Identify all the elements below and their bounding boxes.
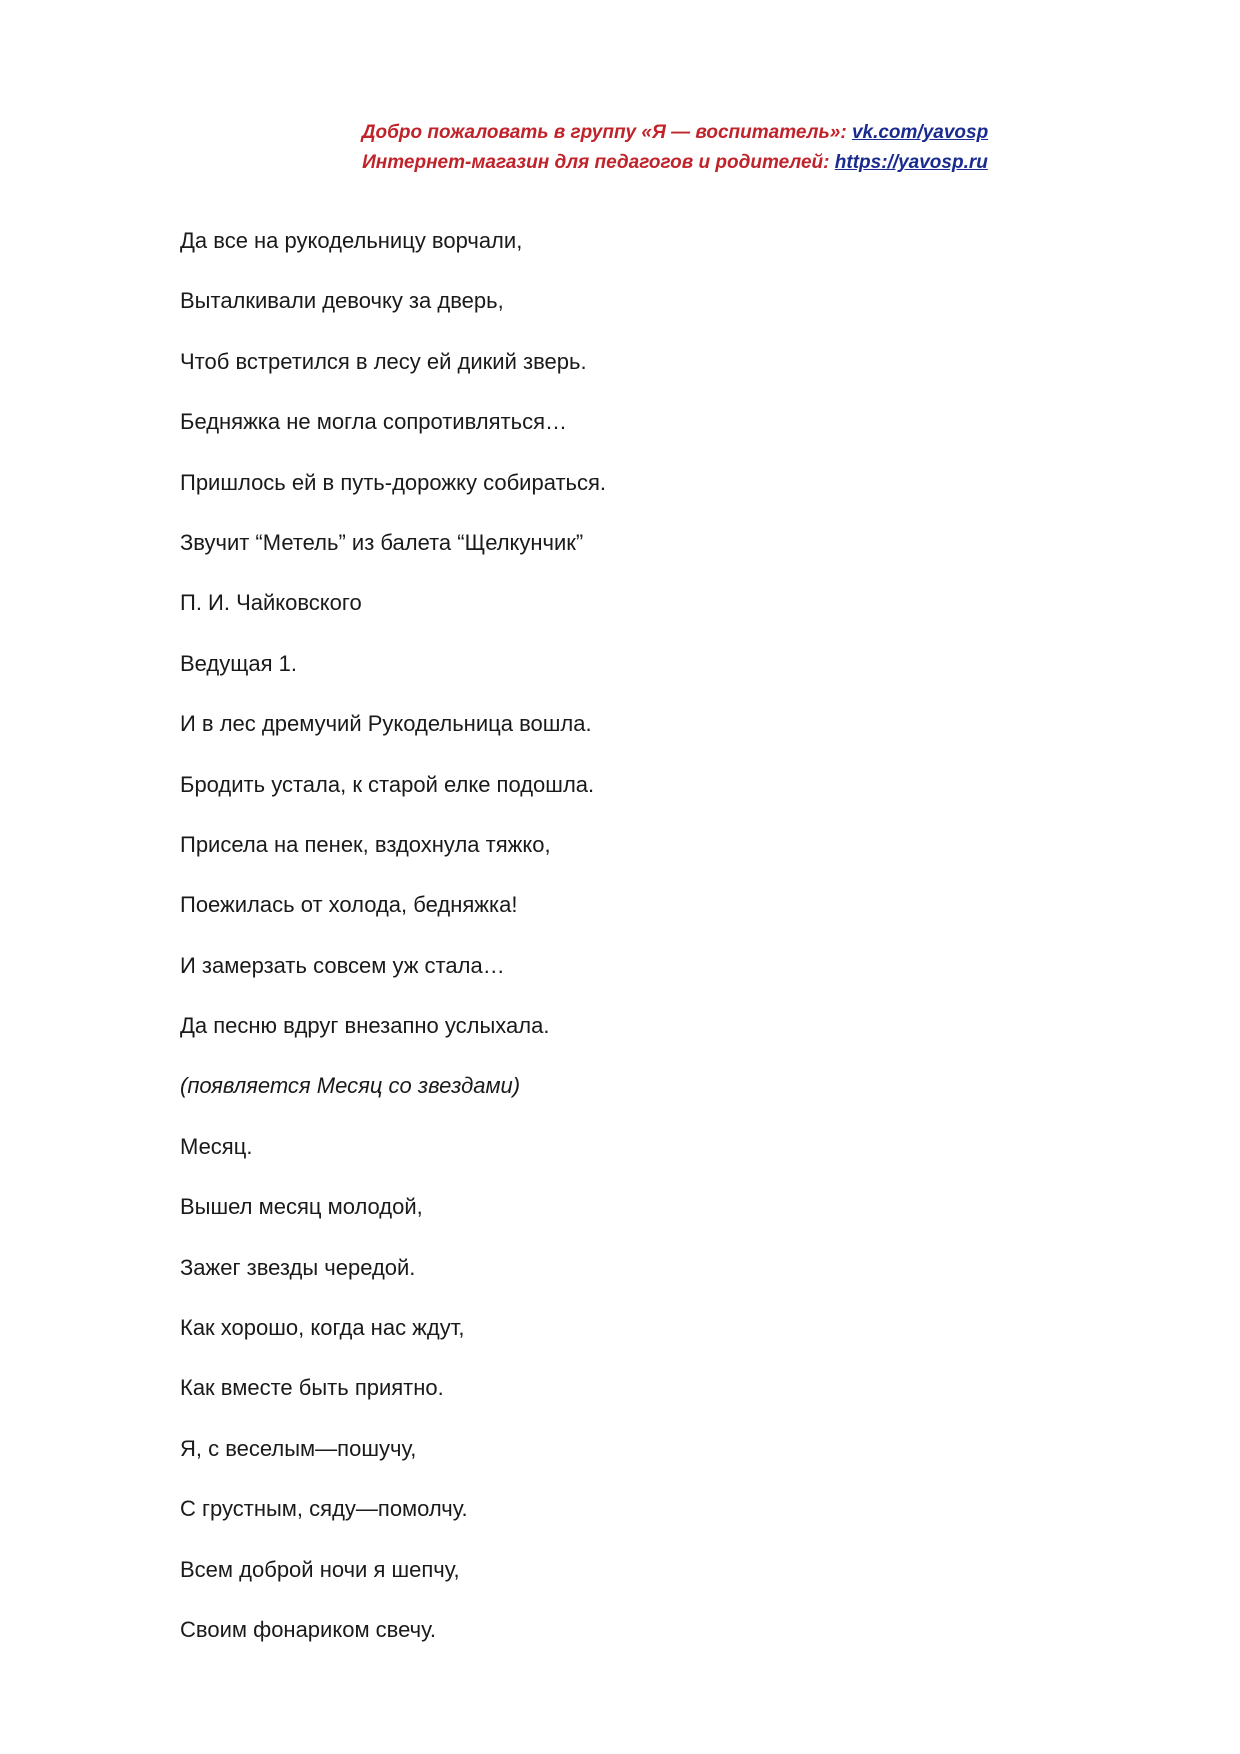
- text-line: Своим фонариком свечу.: [180, 1616, 436, 1642]
- text-line: И замерзать совсем уж стала…: [180, 952, 505, 978]
- page-header: [0, 118, 1240, 178]
- document-body: [180, 226, 1080, 1675]
- text-line: Ведущая 1.: [180, 650, 297, 676]
- text-line: Как вместе быть приятно.: [180, 1375, 444, 1401]
- text-line: Зажег звезды чередой.: [180, 1254, 416, 1280]
- text-line: (появляется Месяц со звездами): [180, 1073, 521, 1099]
- text-line: Я, с веселым—пошучу,: [180, 1435, 417, 1461]
- header-line-2-text: Интернет-магазин для педагогов и родителей:: [362, 152, 835, 173]
- text-line: П. И. Чайковского: [180, 590, 362, 616]
- text-line: Вышел месяц молодой,: [180, 1194, 423, 1220]
- text-line: Звучит “Метель” из балета “Щелкунчик”: [180, 529, 584, 555]
- text-line: Месяц.: [180, 1133, 253, 1159]
- text-line: Да песню вдруг внезапно услыхала.: [180, 1013, 550, 1039]
- text-line: Как хорошо, когда нас ждут,: [180, 1315, 465, 1341]
- header-line-1: [305, 118, 1045, 148]
- text-line: Пришлось ей в путь-дорожку собираться.: [180, 469, 607, 495]
- text-line: Присела на пенек, вздохнула тяжко,: [180, 831, 551, 857]
- header-line-2: [305, 148, 1045, 178]
- text-line: Поежилась от холода, бедняжка!: [180, 892, 518, 918]
- text-line: Чтоб встретился в лесу ей дикий зверь.: [180, 348, 587, 374]
- text-line: И в лес дремучий Рукодельница вошла.: [180, 711, 592, 737]
- text-line: Выталкивали девочку за дверь,: [180, 288, 504, 314]
- text-line: Бедняжка не могла сопротивляться…: [180, 409, 567, 435]
- text-line: Бродить устала, к старой елке подошла.: [180, 771, 595, 797]
- vk-group-link[interactable]: vk.com/yavosp: [851, 122, 989, 143]
- text-line: Да все на рукодельницу ворчали,: [180, 228, 523, 253]
- header-line-1-text: Добро пожаловать в группу «Я — воспитатель»:: [361, 122, 852, 143]
- text-line: Всем доброй ночи я шепчу,: [180, 1556, 460, 1582]
- shop-link[interactable]: https://yavosp.ru: [834, 152, 988, 173]
- text-line: С грустным, сяду—помолчу.: [180, 1496, 468, 1522]
